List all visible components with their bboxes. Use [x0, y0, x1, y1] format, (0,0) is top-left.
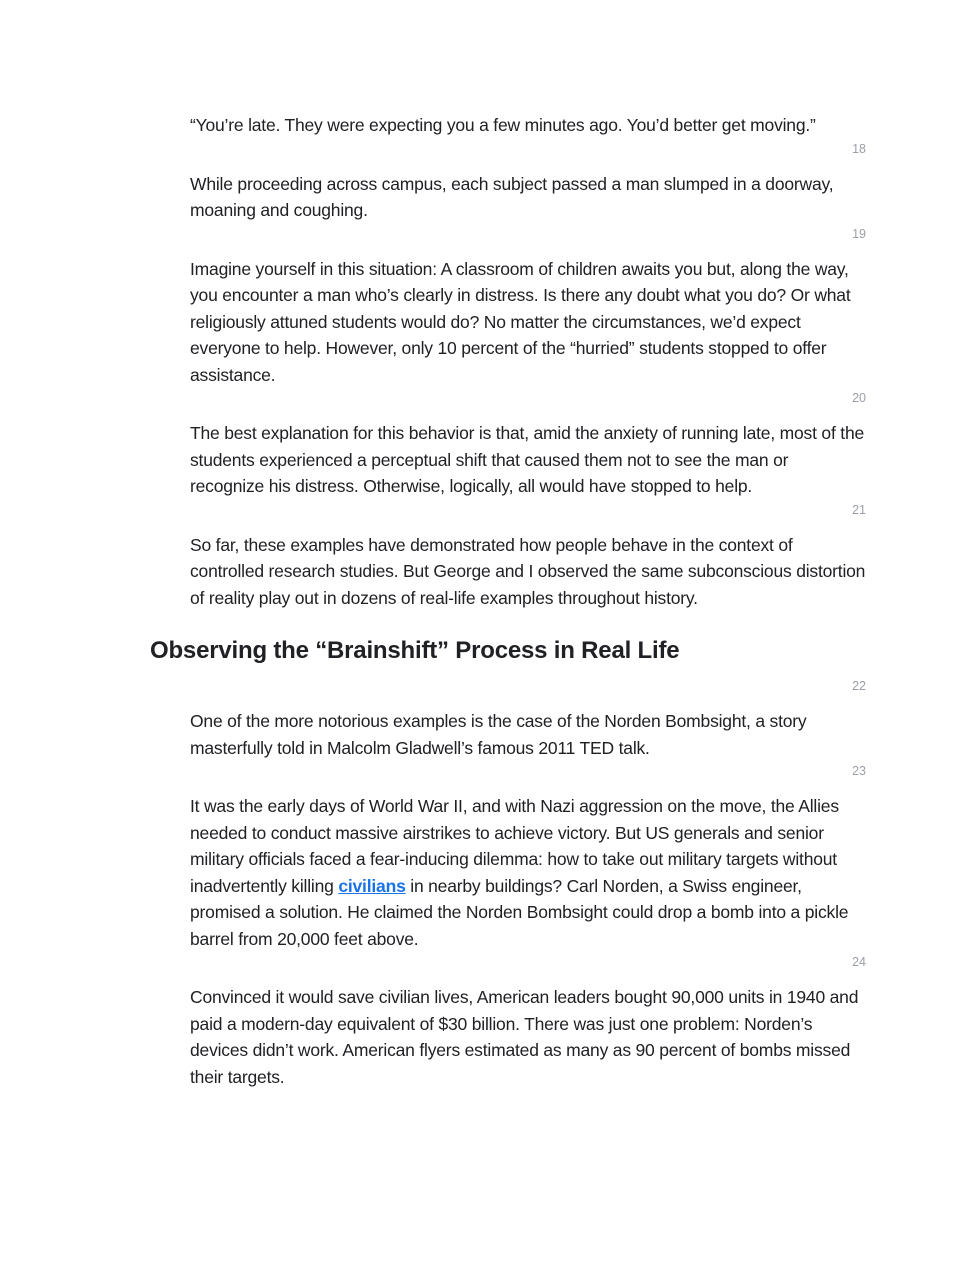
paragraph-text-before-link: It was the early days of World War II, and with Nazi aggression on the move, the Allies needed to conduct massive airstrikes to achieve victory. But US generals and senior military officials faced a fear-inducing dilemma: how to take out military targets without inadvertently killing	[190, 796, 839, 896]
paragraph-number-marker: 20	[852, 391, 866, 405]
paragraph: The best explanation for this behavior is that, amid the anxiety of running late, most of the students experienced a perceptual shift that caused them not to see the man or recognize his distress. Otherwise, logically, all would have stopped to help.	[190, 423, 865, 496]
paragraph-text-after-link: in nearby buildings? Carl Norden, a Swiss engineer, promised a solution. He claimed the Norden Bombsight could drop a bomb into a pickle barrel from 20,000 feet above.	[190, 875, 849, 949]
paragraph: “You’re late. They were expecting you a few minutes ago. You’d better get moving.”	[190, 115, 816, 135]
paragraph-number-marker: 24	[852, 955, 866, 969]
paragraph-number-marker: 19	[852, 226, 866, 241]
paragraph: One of the more notorious examples is the case of the Norden Bombsight, a story masterfully told in Malcolm Gladwell’s famous 2011 TED talk.	[190, 711, 807, 758]
paragraph: Convinced it would save civilian lives, American leaders bought 90,000 units in 1940 and paid a modern-day equivalent of $30 billion. There was just one problem: Norden’s devices didn’t work. American flyers estimated as many as 90 percent of bombs missed their targets.	[190, 987, 859, 1087]
paragraph-number-marker: 23	[852, 764, 866, 778]
section-heading: Observing the “Brainshift” Process in Real Life	[150, 637, 680, 664]
paragraph-number-marker: 21	[852, 502, 866, 517]
paragraph-number-marker: 18	[852, 141, 866, 156]
paragraph	[190, 793, 866, 952]
paragraph-number-marker: 22	[852, 679, 866, 693]
paragraph: Imagine yourself in this situation: A classroom of children awaits you but, along the way, you encounter a man who’s clearly in distress. Is there any doubt what you do? Or what religiously attuned students would do? No matter the circumstances, we’d expect everyone to help. However, only 10 percent of the “hurried” students stopped to offer assistance.	[190, 258, 851, 385]
civilians-link[interactable]: civilians	[338, 875, 406, 896]
paragraph: So far, these examples have demonstrated how people behave in the context of controlled research studies. But George and I observed the same subconscious distortion of reality play out in dozens of real-life examples throughout history.	[190, 534, 866, 608]
paragraph: While proceeding across campus, each subject passed a man slumped in a doorway, moaning and coughing.	[190, 173, 834, 220]
